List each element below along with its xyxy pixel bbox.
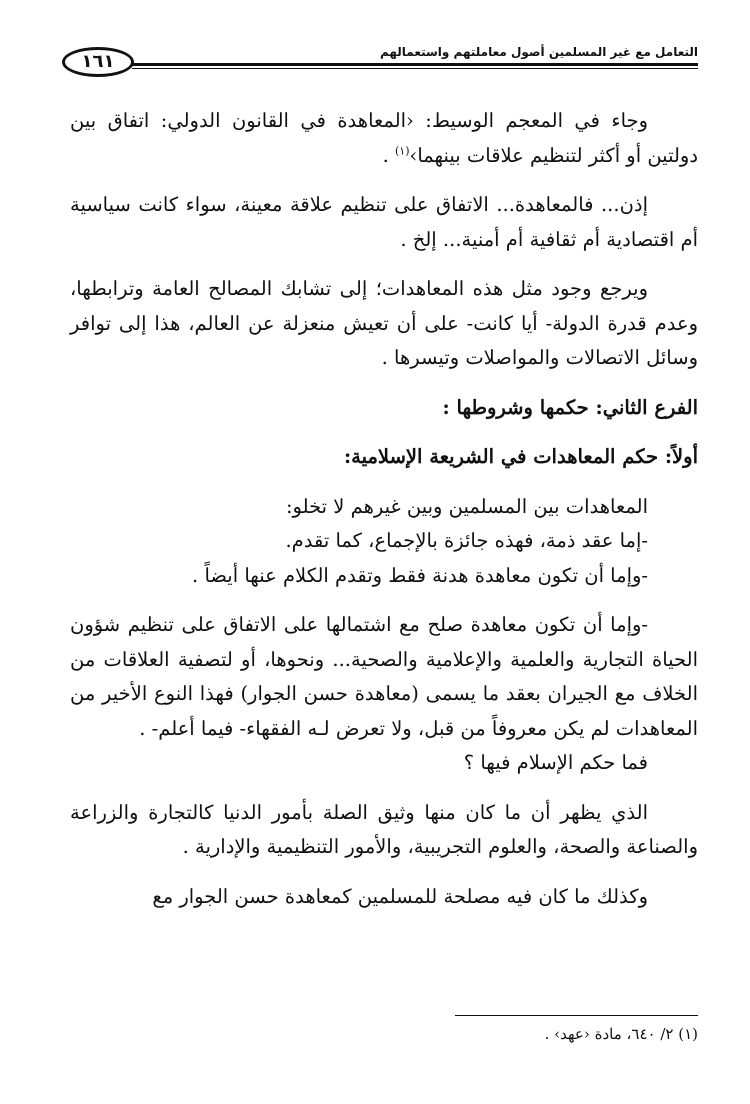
running-title: التعامل مع غير المسلمين أصول معاملتهم واستعمالهم [372,44,698,60]
section-heading: الفرع الثاني: حكمها وشروطها : [442,395,698,419]
paragraph-definition [70,104,698,173]
paragraph-ruling: الذي يظهر أن ما كان منها وثيق الصلة بأمور الدنيا كالتجارة والزراعة والصناعة والصحة، والعلوم التجريبية، والأمور التنظيمية والإدارية . [70,800,698,858]
footnote-rule [455,1015,698,1016]
subsection-heading: أولاً: حكم المعاهدات في الشريعة الإسلامية: [343,445,698,468]
paragraph-question: فما حكم الإسلام فيها ؟ [463,751,648,774]
paragraph-text: وجاء في المعجم الوسيط: ‹المعاهدة في القانون الدولي: اتفاق بين دولتين أو أكثر لتنظيم علاقات بينهما› [70,109,698,167]
list-item-dhimma: -إما عقد ذمة، فهذه جائزة بالإجماع، كما تقدم. [285,529,648,552]
list-item-truce: -وإما أن تكون معاهدة هدنة فقط وتقدم الكلام عنها أيضاً . [192,563,648,587]
paragraph-summary: إذن... فالمعاهدة... الاتفاق على تنظيم علاقة معينة، سواء كانت سياسية أم اقتصادية أم ثقافية أم أمنية... إلخ . [70,193,698,251]
body-text [70,104,698,914]
footnote-reference: (١) [395,144,410,157]
footnote: (١) ٢/ ٦٤٠، مادة ‹عهد› . [544,1025,698,1043]
running-header [62,44,698,84]
paragraph-continuation: وكذلك ما كان فيه مصلحة للمسلمين كمعاهدة حسن الجوار مع [152,884,648,908]
paragraph-reasons: ويرجع وجود مثل هذه المعاهدات؛ إلى تشابك المصالح العامة وترابطها، وعدم قدرة الدولة- أيا كانت- على أن تعيش منعزلة عن العالم، هذا إلى توافر وسائل الاتصالات والمواصلات وتيسرها . [70,277,698,369]
header-rule [132,63,698,69]
list-item-peace: -وإما أن تكون معاهدة صلح مع اشتمالها على الاتفاق على تنظيم شؤون الحياة التجارية والعلمية والإعلامية والصحية... ونحوها، أو لتصفية العلاقات من الخلاف مع الجيران بعقد ما يسمى (معاهدة حسن الجوار) فهذا النوع الأخير من المعاهدات لم يكن معروفاً من قبل، ولا تعرض لـه الفقهاء- فيما أعلم- . [70,613,698,740]
page-number: ١٦١ [62,47,134,77]
paragraph-intro: المعاهدات بين المسلمين وبين غيرهم لا تخلو: [285,494,648,518]
paragraph-end: . [382,143,395,167]
